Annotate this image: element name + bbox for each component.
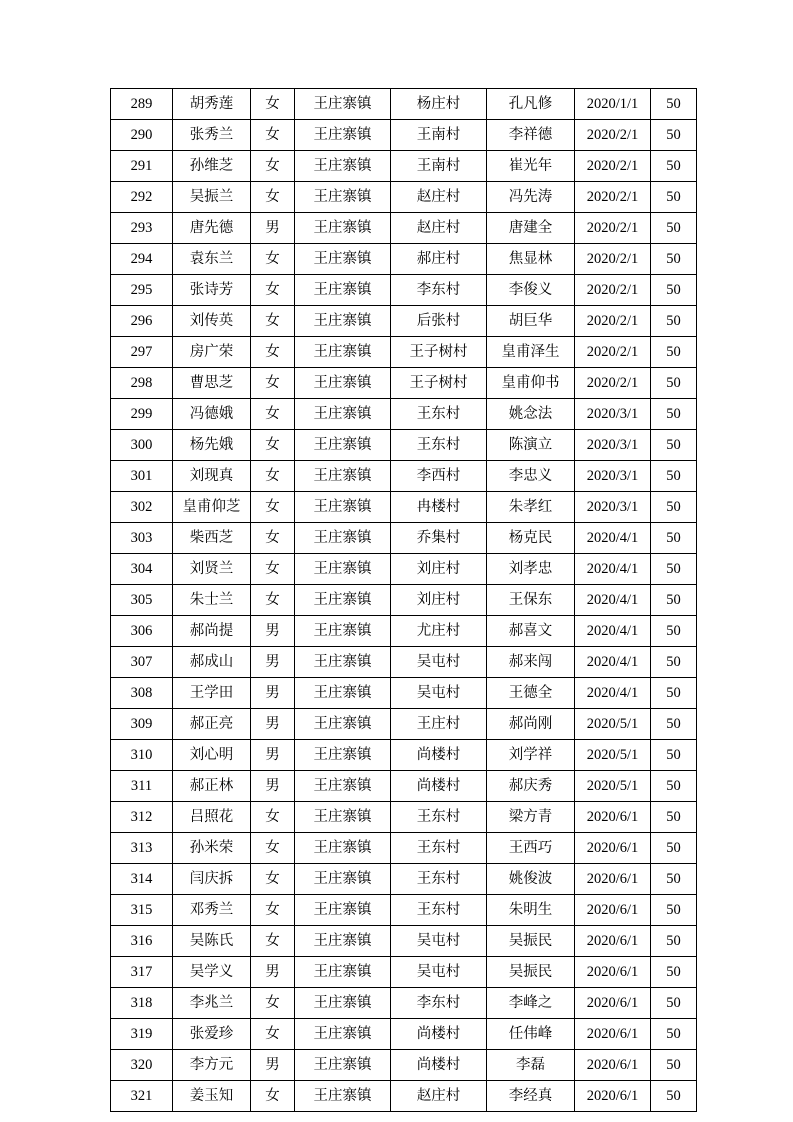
table-row	[111, 213, 697, 244]
cell-date: 2020/6/1	[575, 988, 651, 1019]
cell-sex: 男	[251, 678, 295, 709]
table-row	[111, 678, 697, 709]
roster-table	[110, 88, 697, 1112]
cell-date: 2020/6/1	[575, 926, 651, 957]
cell-amount: 50	[651, 554, 697, 585]
cell-name: 刘现真	[173, 461, 251, 492]
cell-village: 王东村	[391, 864, 487, 895]
table-row	[111, 895, 697, 926]
cell-seq: 318	[111, 988, 173, 1019]
cell-village: 尚楼村	[391, 1050, 487, 1081]
cell-seq: 304	[111, 554, 173, 585]
cell-name: 王学田	[173, 678, 251, 709]
cell-amount: 50	[651, 1081, 697, 1112]
cell-amount: 50	[651, 461, 697, 492]
cell-amount: 50	[651, 585, 697, 616]
cell-seq: 309	[111, 709, 173, 740]
cell-amount: 50	[651, 1050, 697, 1081]
cell-date: 2020/3/1	[575, 492, 651, 523]
cell-date: 2020/6/1	[575, 802, 651, 833]
cell-town: 王庄寨镇	[295, 1081, 391, 1112]
cell-village: 王东村	[391, 895, 487, 926]
cell-amount: 50	[651, 1019, 697, 1050]
cell-sex: 男	[251, 771, 295, 802]
cell-amount: 50	[651, 678, 697, 709]
cell-sex: 女	[251, 306, 295, 337]
table-row	[111, 957, 697, 988]
cell-village: 吴屯村	[391, 957, 487, 988]
cell-town: 王庄寨镇	[295, 988, 391, 1019]
cell-name: 杨先娥	[173, 430, 251, 461]
cell-relative: 冯先涛	[487, 182, 575, 213]
cell-name: 郝尚提	[173, 616, 251, 647]
cell-relative: 李祥德	[487, 120, 575, 151]
cell-date: 2020/4/1	[575, 585, 651, 616]
cell-sex: 男	[251, 957, 295, 988]
cell-amount: 50	[651, 771, 697, 802]
cell-village: 赵庄村	[391, 1081, 487, 1112]
cell-seq: 307	[111, 647, 173, 678]
cell-town: 王庄寨镇	[295, 337, 391, 368]
cell-sex: 女	[251, 585, 295, 616]
cell-village: 尚楼村	[391, 1019, 487, 1050]
cell-amount: 50	[651, 926, 697, 957]
cell-date: 2020/2/1	[575, 337, 651, 368]
cell-name: 郝正林	[173, 771, 251, 802]
table-row	[111, 988, 697, 1019]
cell-date: 2020/2/1	[575, 182, 651, 213]
cell-town: 王庄寨镇	[295, 182, 391, 213]
cell-sex: 男	[251, 740, 295, 771]
cell-sex: 男	[251, 213, 295, 244]
cell-sex: 女	[251, 120, 295, 151]
cell-sex: 女	[251, 926, 295, 957]
cell-town: 王庄寨镇	[295, 368, 391, 399]
cell-date: 2020/4/1	[575, 523, 651, 554]
cell-seq: 313	[111, 833, 173, 864]
cell-sex: 女	[251, 430, 295, 461]
cell-date: 2020/6/1	[575, 895, 651, 926]
cell-seq: 301	[111, 461, 173, 492]
cell-village: 王南村	[391, 120, 487, 151]
cell-date: 2020/2/1	[575, 120, 651, 151]
cell-amount: 50	[651, 492, 697, 523]
cell-date: 2020/2/1	[575, 306, 651, 337]
cell-village: 赵庄村	[391, 213, 487, 244]
cell-name: 袁东兰	[173, 244, 251, 275]
cell-name: 姜玉知	[173, 1081, 251, 1112]
cell-town: 王庄寨镇	[295, 771, 391, 802]
table-row	[111, 926, 697, 957]
table-row	[111, 337, 697, 368]
cell-relative: 任伟峰	[487, 1019, 575, 1050]
cell-sex: 男	[251, 616, 295, 647]
cell-village: 乔集村	[391, 523, 487, 554]
cell-name: 唐先德	[173, 213, 251, 244]
cell-seq: 298	[111, 368, 173, 399]
table-row	[111, 585, 697, 616]
cell-village: 王东村	[391, 430, 487, 461]
cell-town: 王庄寨镇	[295, 275, 391, 306]
cell-town: 王庄寨镇	[295, 740, 391, 771]
cell-village: 王子树村	[391, 368, 487, 399]
cell-village: 王东村	[391, 399, 487, 430]
cell-sex: 女	[251, 151, 295, 182]
cell-relative: 李俊义	[487, 275, 575, 306]
cell-town: 王庄寨镇	[295, 430, 391, 461]
cell-sex: 男	[251, 709, 295, 740]
cell-seq: 314	[111, 864, 173, 895]
cell-town: 王庄寨镇	[295, 1050, 391, 1081]
cell-relative: 姚念法	[487, 399, 575, 430]
cell-date: 2020/6/1	[575, 957, 651, 988]
cell-seq: 311	[111, 771, 173, 802]
table-row	[111, 182, 697, 213]
cell-village: 王子树村	[391, 337, 487, 368]
cell-town: 王庄寨镇	[295, 151, 391, 182]
cell-name: 孙米荣	[173, 833, 251, 864]
cell-amount: 50	[651, 213, 697, 244]
cell-sex: 女	[251, 337, 295, 368]
cell-amount: 50	[651, 802, 697, 833]
cell-relative: 梁方青	[487, 802, 575, 833]
cell-seq: 305	[111, 585, 173, 616]
cell-name: 郝成山	[173, 647, 251, 678]
cell-relative: 郝来闯	[487, 647, 575, 678]
cell-date: 2020/2/1	[575, 151, 651, 182]
cell-amount: 50	[651, 244, 697, 275]
table-row	[111, 833, 697, 864]
cell-amount: 50	[651, 523, 697, 554]
cell-name: 房广荣	[173, 337, 251, 368]
cell-date: 2020/3/1	[575, 399, 651, 430]
cell-town: 王庄寨镇	[295, 89, 391, 120]
cell-date: 2020/2/1	[575, 368, 651, 399]
roster-table-body	[111, 89, 697, 1112]
cell-amount: 50	[651, 337, 697, 368]
table-row	[111, 864, 697, 895]
cell-amount: 50	[651, 368, 697, 399]
table-row	[111, 368, 697, 399]
cell-amount: 50	[651, 833, 697, 864]
table-row	[111, 1081, 697, 1112]
cell-date: 2020/1/1	[575, 89, 651, 120]
cell-amount: 50	[651, 430, 697, 461]
cell-date: 2020/2/1	[575, 244, 651, 275]
cell-seq: 292	[111, 182, 173, 213]
cell-relative: 王德全	[487, 678, 575, 709]
cell-village: 尤庄村	[391, 616, 487, 647]
cell-village: 后张村	[391, 306, 487, 337]
cell-date: 2020/2/1	[575, 275, 651, 306]
cell-seq: 302	[111, 492, 173, 523]
cell-seq: 294	[111, 244, 173, 275]
cell-relative: 李忠义	[487, 461, 575, 492]
cell-name: 冯德娥	[173, 399, 251, 430]
cell-village: 刘庄村	[391, 554, 487, 585]
table-row	[111, 492, 697, 523]
cell-name: 张诗芳	[173, 275, 251, 306]
cell-seq: 291	[111, 151, 173, 182]
table-row	[111, 740, 697, 771]
cell-village: 杨庄村	[391, 89, 487, 120]
cell-relative: 朱明生	[487, 895, 575, 926]
cell-name: 刘贤兰	[173, 554, 251, 585]
cell-town: 王庄寨镇	[295, 895, 391, 926]
cell-relative: 孔凡修	[487, 89, 575, 120]
cell-date: 2020/4/1	[575, 678, 651, 709]
cell-village: 李东村	[391, 275, 487, 306]
cell-relative: 王西巧	[487, 833, 575, 864]
cell-seq: 315	[111, 895, 173, 926]
cell-date: 2020/5/1	[575, 771, 651, 802]
cell-relative: 李峰之	[487, 988, 575, 1019]
cell-name: 吕照花	[173, 802, 251, 833]
cell-relative: 郝喜文	[487, 616, 575, 647]
cell-town: 王庄寨镇	[295, 244, 391, 275]
cell-relative: 皇甫泽生	[487, 337, 575, 368]
cell-town: 王庄寨镇	[295, 616, 391, 647]
cell-town: 王庄寨镇	[295, 709, 391, 740]
table-row	[111, 244, 697, 275]
cell-sex: 女	[251, 1019, 295, 1050]
cell-relative: 皇甫仰书	[487, 368, 575, 399]
cell-town: 王庄寨镇	[295, 523, 391, 554]
cell-sex: 女	[251, 988, 295, 1019]
cell-amount: 50	[651, 740, 697, 771]
cell-village: 吴屯村	[391, 926, 487, 957]
cell-name: 刘心明	[173, 740, 251, 771]
cell-town: 王庄寨镇	[295, 399, 391, 430]
cell-name: 郝正亮	[173, 709, 251, 740]
cell-sex: 女	[251, 895, 295, 926]
cell-town: 王庄寨镇	[295, 461, 391, 492]
cell-name: 柴西芝	[173, 523, 251, 554]
cell-seq: 321	[111, 1081, 173, 1112]
cell-relative: 刘孝忠	[487, 554, 575, 585]
cell-sex: 女	[251, 368, 295, 399]
cell-name: 闫庆拆	[173, 864, 251, 895]
table-row	[111, 430, 697, 461]
cell-date: 2020/4/1	[575, 554, 651, 585]
cell-seq: 306	[111, 616, 173, 647]
cell-town: 王庄寨镇	[295, 678, 391, 709]
cell-town: 王庄寨镇	[295, 957, 391, 988]
table-row	[111, 771, 697, 802]
cell-relative: 陈演立	[487, 430, 575, 461]
cell-town: 王庄寨镇	[295, 647, 391, 678]
cell-name: 皇甫仰芝	[173, 492, 251, 523]
cell-amount: 50	[651, 306, 697, 337]
table-row	[111, 709, 697, 740]
cell-date: 2020/6/1	[575, 1081, 651, 1112]
cell-name: 吴振兰	[173, 182, 251, 213]
cell-date: 2020/6/1	[575, 1019, 651, 1050]
table-row	[111, 616, 697, 647]
cell-name: 李兆兰	[173, 988, 251, 1019]
cell-relative: 胡巨华	[487, 306, 575, 337]
table-row	[111, 647, 697, 678]
cell-town: 王庄寨镇	[295, 554, 391, 585]
cell-relative: 刘学祥	[487, 740, 575, 771]
cell-relative: 郝尚刚	[487, 709, 575, 740]
cell-name: 李方元	[173, 1050, 251, 1081]
cell-town: 王庄寨镇	[295, 306, 391, 337]
cell-sex: 女	[251, 182, 295, 213]
cell-sex: 女	[251, 89, 295, 120]
cell-relative: 郝庆秀	[487, 771, 575, 802]
cell-name: 刘传英	[173, 306, 251, 337]
cell-date: 2020/2/1	[575, 213, 651, 244]
cell-amount: 50	[651, 151, 697, 182]
cell-town: 王庄寨镇	[295, 492, 391, 523]
cell-seq: 289	[111, 89, 173, 120]
cell-village: 吴屯村	[391, 647, 487, 678]
cell-relative: 王保东	[487, 585, 575, 616]
cell-village: 王东村	[391, 802, 487, 833]
cell-date: 2020/6/1	[575, 1050, 651, 1081]
cell-relative: 焦显林	[487, 244, 575, 275]
cell-seq: 293	[111, 213, 173, 244]
cell-village: 郝庄村	[391, 244, 487, 275]
cell-sex: 女	[251, 523, 295, 554]
table-row	[111, 1019, 697, 1050]
cell-town: 王庄寨镇	[295, 833, 391, 864]
cell-relative: 杨克民	[487, 523, 575, 554]
cell-sex: 女	[251, 554, 295, 585]
cell-sex: 女	[251, 1081, 295, 1112]
cell-sex: 女	[251, 275, 295, 306]
table-row	[111, 151, 697, 182]
cell-seq: 308	[111, 678, 173, 709]
cell-name: 张秀兰	[173, 120, 251, 151]
table-row	[111, 461, 697, 492]
cell-name: 张爱珍	[173, 1019, 251, 1050]
cell-village: 尚楼村	[391, 771, 487, 802]
cell-town: 王庄寨镇	[295, 585, 391, 616]
cell-seq: 320	[111, 1050, 173, 1081]
cell-amount: 50	[651, 616, 697, 647]
cell-amount: 50	[651, 864, 697, 895]
cell-amount: 50	[651, 182, 697, 213]
cell-name: 胡秀莲	[173, 89, 251, 120]
cell-amount: 50	[651, 895, 697, 926]
cell-sex: 女	[251, 492, 295, 523]
cell-seq: 310	[111, 740, 173, 771]
cell-seq: 316	[111, 926, 173, 957]
cell-name: 邓秀兰	[173, 895, 251, 926]
table-row	[111, 89, 697, 120]
cell-date: 2020/3/1	[575, 430, 651, 461]
cell-amount: 50	[651, 120, 697, 151]
cell-amount: 50	[651, 275, 697, 306]
cell-sex: 女	[251, 802, 295, 833]
cell-village: 冉楼村	[391, 492, 487, 523]
table-row	[111, 275, 697, 306]
cell-town: 王庄寨镇	[295, 213, 391, 244]
cell-sex: 女	[251, 399, 295, 430]
cell-date: 2020/3/1	[575, 461, 651, 492]
cell-relative: 朱孝红	[487, 492, 575, 523]
cell-name: 吴陈氏	[173, 926, 251, 957]
cell-name: 曹思芝	[173, 368, 251, 399]
cell-town: 王庄寨镇	[295, 120, 391, 151]
cell-relative: 崔光年	[487, 151, 575, 182]
cell-village: 李西村	[391, 461, 487, 492]
cell-village: 王东村	[391, 833, 487, 864]
table-row	[111, 802, 697, 833]
table-row	[111, 554, 697, 585]
cell-seq: 299	[111, 399, 173, 430]
cell-date: 2020/5/1	[575, 740, 651, 771]
cell-amount: 50	[651, 647, 697, 678]
cell-seq: 312	[111, 802, 173, 833]
cell-date: 2020/4/1	[575, 616, 651, 647]
table-row	[111, 1050, 697, 1081]
table-row	[111, 306, 697, 337]
cell-seq: 317	[111, 957, 173, 988]
cell-sex: 男	[251, 1050, 295, 1081]
cell-relative: 吴振民	[487, 957, 575, 988]
cell-sex: 女	[251, 864, 295, 895]
cell-name: 朱士兰	[173, 585, 251, 616]
table-row	[111, 120, 697, 151]
cell-seq: 290	[111, 120, 173, 151]
cell-town: 王庄寨镇	[295, 802, 391, 833]
cell-seq: 300	[111, 430, 173, 461]
cell-village: 王庄村	[391, 709, 487, 740]
cell-name: 吴学义	[173, 957, 251, 988]
cell-town: 王庄寨镇	[295, 1019, 391, 1050]
cell-amount: 50	[651, 988, 697, 1019]
cell-seq: 296	[111, 306, 173, 337]
cell-relative: 唐建全	[487, 213, 575, 244]
cell-village: 王南村	[391, 151, 487, 182]
cell-town: 王庄寨镇	[295, 864, 391, 895]
cell-amount: 50	[651, 957, 697, 988]
cell-village: 尚楼村	[391, 740, 487, 771]
cell-sex: 女	[251, 244, 295, 275]
cell-seq: 297	[111, 337, 173, 368]
cell-relative: 吴振民	[487, 926, 575, 957]
cell-seq: 303	[111, 523, 173, 554]
cell-sex: 女	[251, 833, 295, 864]
cell-sex: 男	[251, 647, 295, 678]
cell-village: 吴屯村	[391, 678, 487, 709]
cell-amount: 50	[651, 709, 697, 740]
cell-date: 2020/6/1	[575, 864, 651, 895]
table-row	[111, 523, 697, 554]
cell-village: 赵庄村	[391, 182, 487, 213]
cell-name: 孙维芝	[173, 151, 251, 182]
cell-town: 王庄寨镇	[295, 926, 391, 957]
table-row	[111, 399, 697, 430]
cell-date: 2020/4/1	[575, 647, 651, 678]
cell-sex: 女	[251, 461, 295, 492]
cell-amount: 50	[651, 89, 697, 120]
cell-relative: 李磊	[487, 1050, 575, 1081]
cell-seq: 295	[111, 275, 173, 306]
cell-date: 2020/5/1	[575, 709, 651, 740]
cell-village: 李东村	[391, 988, 487, 1019]
cell-seq: 319	[111, 1019, 173, 1050]
cell-relative: 李经真	[487, 1081, 575, 1112]
cell-relative: 姚俊波	[487, 864, 575, 895]
cell-village: 刘庄村	[391, 585, 487, 616]
cell-amount: 50	[651, 399, 697, 430]
cell-date: 2020/6/1	[575, 833, 651, 864]
